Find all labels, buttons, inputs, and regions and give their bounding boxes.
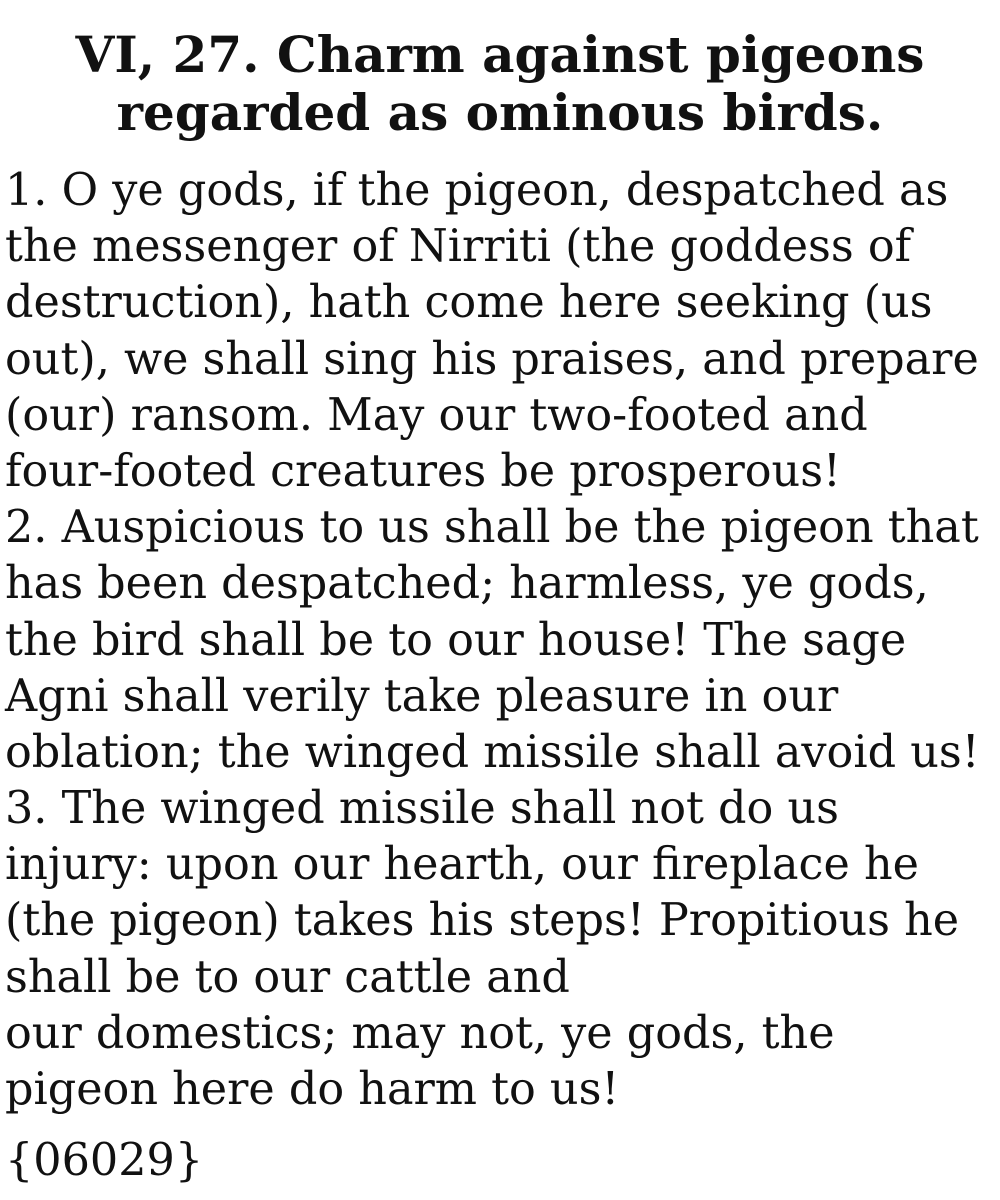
text-line: pigeon here do harm to us!	[5, 1064, 620, 1115]
text-line: has been despatched; harmless, ye gods,	[5, 558, 929, 610]
text-line: (our) ransom. May our two-footed and	[5, 389, 868, 441]
text-line: destruction), hath come here seeking (us	[5, 277, 933, 329]
text-line: our domestics; may not, ye gods, the	[5, 1007, 835, 1059]
text-line: out), we shall sing his praises, and prepare	[5, 333, 979, 385]
text-line: 3. The winged missile shall not do us	[5, 783, 839, 835]
text-line: shall be to our cattle and	[5, 951, 570, 1003]
text-line: oblation; the winged missile shall avoid us!	[5, 726, 980, 778]
hymn-text	[5, 163, 1000, 1118]
page-title	[0, 0, 1000, 142]
text-line: 2. Auspicious to us shall be the pigeon that	[5, 502, 979, 554]
title-line-2: regarded as ominous birds.	[116, 83, 884, 142]
text-line: four-footed creatures be prosperous!	[5, 445, 841, 497]
text-line: 1. O ye gods, if the pigeon, despatched as	[5, 165, 949, 216]
text-line: the bird shall be to our house! The sage	[5, 614, 907, 666]
text-line: (the pigeon) takes his steps! Propitious he	[5, 895, 960, 947]
text-line: the messenger of Nirriti (the goddess of	[5, 221, 912, 273]
text-line: Agni shall verily take pleasure in our	[5, 670, 839, 722]
text-line: injury: upon our hearth, our fireplace he	[5, 839, 919, 891]
title-line-1: VI, 27. Charm against pigeons	[75, 25, 925, 84]
section-code: {06029}	[5, 1135, 204, 1186]
